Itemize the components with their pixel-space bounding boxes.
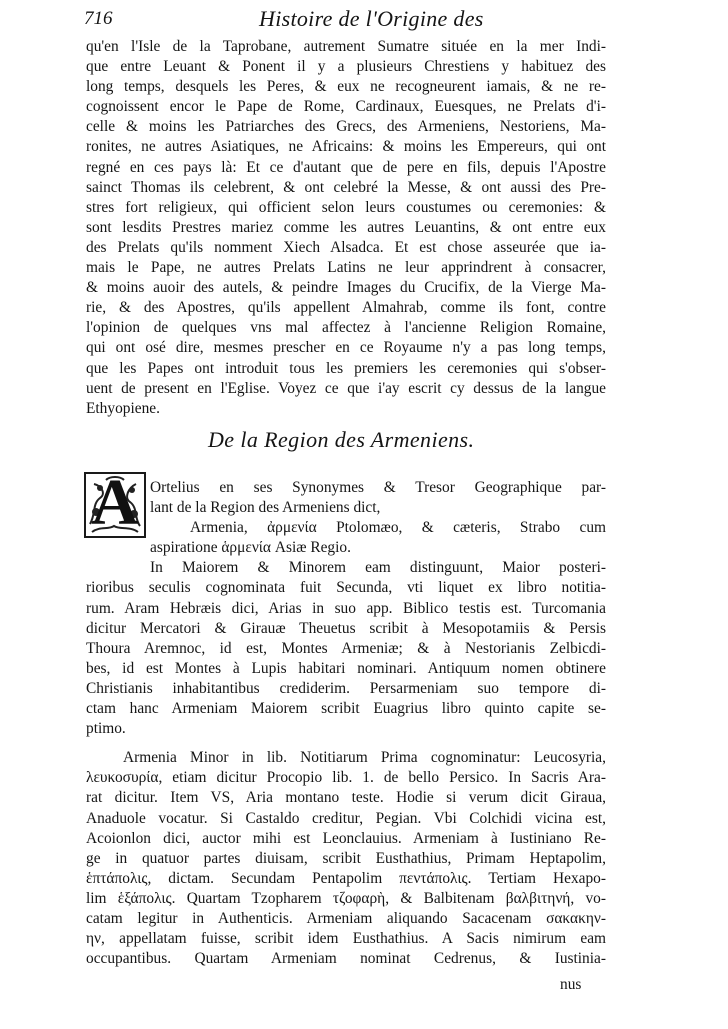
text-line: ctam hanc Armeniam Maiorem scribit Euagrius libro quinto capite se- (86, 700, 606, 718)
text-line: qui ont osé dire, mesmes prescher en ce Royaume n'y a pas long temps, (86, 339, 606, 357)
text-line: lim ἑξάπολις. Quartam Tzopharem τζοφαρὴ, & Balbitenam βαλβιτηνή, vo- (86, 889, 606, 907)
section-body (86, 478, 606, 969)
catchword: nus (560, 976, 582, 993)
text-line: λευκοσυρία, etiam dicitur Procopio lib. 1. de bello Persico. In Sacris Ara- (86, 769, 606, 787)
text-line: Christianis inhabitantibus crediderim. Persarmeniam suo tempore di- (86, 679, 606, 697)
dropcap-letter: A (91, 472, 139, 538)
text-line: Ethyopiene. (86, 399, 160, 417)
paragraph (86, 478, 606, 739)
text-line: ge in quatuor partes diuisam, scribit Eusthathius, Primam Heptapolim, (86, 849, 606, 867)
text-line: Anaduole vocatur. Si Castaldo creditur, Pegian. Vbi Colchidi vicina est, (86, 809, 606, 827)
text-line: Acoionlon dici, auctor mihi est Leonclauius. Armeniam à Iustiniano Re- (86, 829, 606, 847)
text-line: qu'en l'Isle de la Taprobane, autrement Sumatre située en la mer Indi- (86, 38, 606, 55)
paragraph (86, 748, 606, 969)
section-heading: De la Region des Armeniens. (208, 427, 475, 452)
text-line: stres fort religieux, qui officient selon leurs coustumes ou ceremonies: & (86, 198, 606, 216)
text-line: sainct Thomas ils celebrent, & ont celebré la Messe, & ont aussi des Pre- (86, 178, 606, 196)
text-line: l'opinion de quelques vns mal affectez à l'ancienne Religion Romaine, (86, 319, 606, 337)
text-line: long temps, desquels les Peres, & eux ne recogneurent iamais, & ne re- (86, 78, 606, 96)
text-line: bes, id est Montes à Lupis habitari nominari. Antiquum nomen obtinere (86, 659, 606, 677)
text-line: ptimo. (86, 720, 126, 738)
text-line: uent de present en l'Eglise. Voyez ce que i'ay escrit cy dessus de la langue (86, 379, 606, 397)
body-paragraph (86, 37, 606, 419)
text-line: mais le Pape, ne autres Prelats Latins ne leur apprindrent à consacrer, (86, 259, 606, 277)
text-line: Armenia Minor in lib. Notitiarum Prima cognominatur: Leucosyria, (123, 749, 606, 767)
text-line: rie, & des Apostres, qu'ils appellent Almahrab, comme ils font, contre (86, 299, 606, 317)
text-line: lant de la Region des Armeniens dict, (150, 499, 381, 517)
page-number: 716 (84, 8, 113, 29)
text-line: que les Papes ont introduit tous les premiers les ceremonies qui s'obser- (86, 359, 606, 377)
text-line: In Maiorem & Minorem eam distinguunt, Maior posteri- (150, 559, 606, 577)
text-line: & moins auoir des autels, & peindre Images du Crucifix, de la Vierge Ma- (86, 279, 606, 297)
text-line: que entre Leuant & Ponent il y a plusieurs Chrestiens y habituez des (86, 58, 606, 76)
text-line: aspiratione ἁρμενία Asiæ Regio. (150, 539, 351, 557)
text-line: dicitur Mercatori & Girauæ Theuetus scribit à Mesopotamiis & Persis (86, 619, 606, 637)
text-line: ην, appellatam fuisse, scribit idem Eusthathius. A Sacis nimirum eam (86, 930, 606, 948)
text-line: regné en ces pays là: Et ce d'autant que de pere en fils, depuis l'Apostre (86, 158, 606, 176)
text-line: Thoura Aremnoc, id est, Montes Armeniæ; & à Nestorianis Zelbicdi- (86, 639, 606, 657)
text-line: celle & moins les Patriarches des Grecs, des Armeniens, Nestoriens, Ma- (86, 118, 606, 136)
text-line: catam legitur in Authenticis. Armeniam aliquando Sacacenam σακακην- (86, 909, 606, 927)
text-line: occupantibus. Quartam Armeniam nominat Cedrenus, & Iustinia- (86, 950, 606, 968)
text-line: rum. Aram Hebræis dici, Arias in suo app. Biblico testis est. Turcomania (86, 599, 606, 617)
text-line: sont lesdits Prestres mariez comme les autres Leuantins, & ont entre eux (86, 218, 606, 236)
text-line: Armenia, ἀρμενία Ptolomæo, & cæteris, Strabo cum (190, 519, 606, 537)
running-title: Histoire de l'Origine des (259, 6, 484, 31)
text-line: rat dicitur. Item VS, Aria montano teste. Hodie si verum dicit Giraua, (86, 789, 606, 807)
text-line: rioribus seculis cognominata fuit Secunda, vti liquet ex libro notitia- (86, 579, 606, 597)
text-line: cognoissent encor le Pape de Rome, Cardinaux, Euesques, ne Prelats d'i- (86, 98, 606, 116)
text-line: ἑπτάπολις, dictam. Secundam Pentapolim πεντάπολις. Tertiam Hexapo- (86, 869, 606, 887)
text-line: des Prelats qu'ils nomment Xiech Alsadca. Et est chose asseurée que ia- (86, 238, 606, 256)
text-line: ronites, ne autres Asiatiques, ne Africains: & moins les Empereurs, qui ont (86, 138, 606, 156)
page-header (84, 6, 644, 36)
text-line: Ortelius en ses Synonymes & Tresor Geographique par- (150, 479, 606, 496)
